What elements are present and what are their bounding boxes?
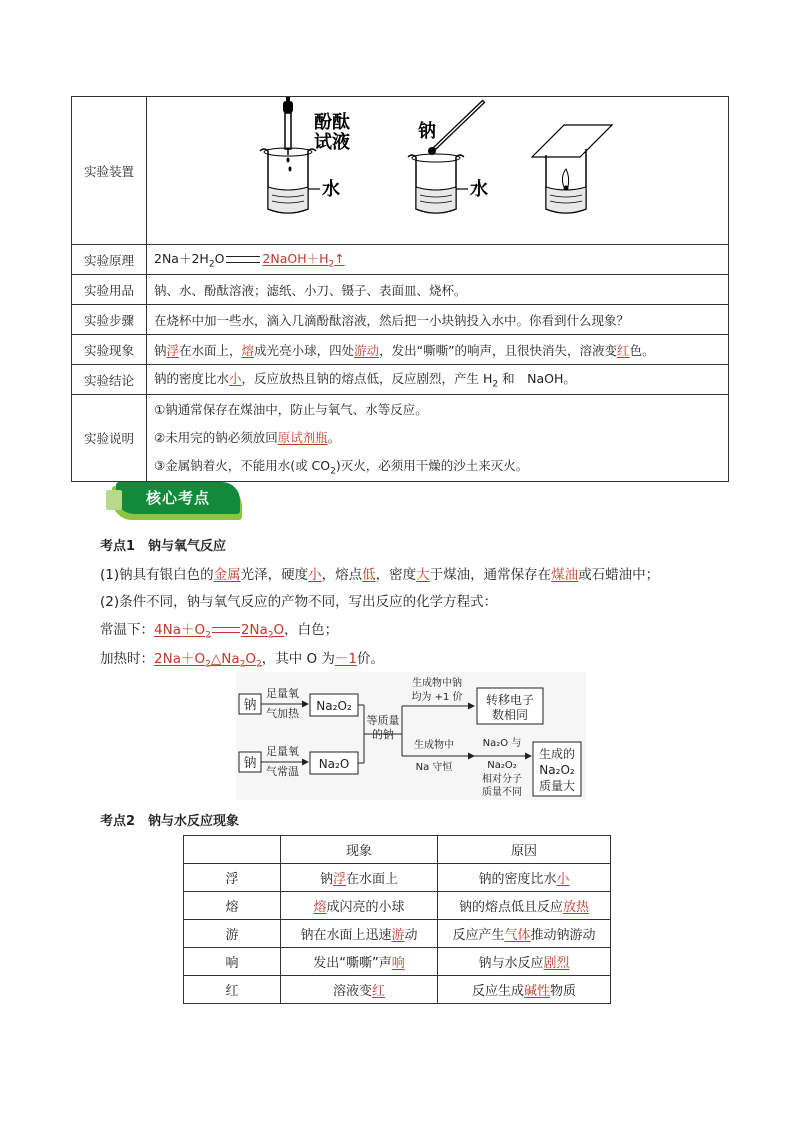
principle-cell: $2Na+2H_2O$ $2NaOH+H_2↑$ [147, 245, 729, 275]
point1-title: 考点1 钠与氧气反应 [100, 539, 227, 554]
flow-upper-res-1: 转移电子 [485, 693, 535, 707]
point1-line4: 加热时：$2Na+O_2\triangle Na_2O_2$，其中 O 为－1价。 [100, 651, 385, 670]
header-reason: 原因 [438, 836, 611, 864]
flow-upper-res-2: 数相同 [491, 708, 529, 722]
flow-prod-bottom: Na₂O [318, 757, 350, 771]
point1-line2: (2)条件不同，钠与氧气反应的产物不同，写出反应的化学方程式： [100, 594, 498, 610]
label-water-1: 水 [322, 179, 340, 200]
flow-compare-3: 相对分子 [482, 774, 522, 785]
table-row: 游 钠在水面上迅速游动 反应产生气体推动钠游动 [184, 920, 611, 948]
flow-lower-res-2: Na₂O₂ [539, 763, 575, 777]
flow-upper-1: 生成物中钠 [412, 678, 462, 689]
note-3: ③金属钠着火，不能用水(或 $CO_2$)灭火，必须用干燥的沙土来灭火。 [154, 458, 529, 477]
flow-bot-cond-2: 气常温 [266, 765, 299, 778]
core-heading-text: 核心考点 [145, 489, 210, 507]
table-row: 响 发出“嘶嘶”声响 钠与水反应剧烈 [184, 948, 611, 976]
flow-prod-top: Na₂O₂ [316, 699, 352, 713]
beaker-with-dropper [260, 97, 320, 213]
note-2: ②未用完的钠必须放回原试剂瓶。 [154, 430, 341, 445]
core-points-heading [106, 480, 242, 520]
label-steps: 实验步骤 [72, 305, 147, 335]
label-conclusion: 实验结论 [72, 365, 147, 395]
steps-cell: 在烧杯中加一些水，滴入几滴酚酞溶液，然后把一小块钠投入水中。你看到什么现象？ [147, 305, 729, 335]
flow-top-cond-2: 气加热 [266, 707, 299, 720]
flow-mid-1: 等质量 [366, 714, 400, 727]
equals-sign [226, 256, 260, 263]
flow-na-bottom: 钠 [243, 756, 257, 771]
conclusion-cell: 钠的密度比水小，反应放热且钠的熔点低，反应剧烈，产生 $H_2$ 和 NaOH。 [147, 365, 729, 395]
supplies-cell: 钠、水、酚酞溶液；滤纸、小刀、镊子、表面皿、烧杯。 [147, 275, 729, 305]
label-principle: 实验原理 [72, 245, 147, 275]
beaker-covered [532, 125, 612, 213]
apparatus-cell [147, 97, 729, 245]
label-apparatus: 实验装置 [72, 97, 147, 245]
flow-na-top: 钠 [243, 698, 257, 713]
flow-lower-2: Na 守恒 [415, 762, 453, 773]
flow-lower-1: 生成物中 [414, 740, 454, 751]
header-phenomenon: 现象 [281, 836, 438, 864]
flow-compare-2: Na₂O₂ [487, 760, 517, 771]
badge-bar [106, 490, 122, 510]
phenomenon-table [183, 835, 611, 1004]
flow-lower-res-3: 质量大 [538, 779, 576, 793]
flow-mid-2: 的钠 [372, 728, 394, 741]
label-sodium: 钠 [418, 121, 436, 142]
label-phenomena: 实验现象 [72, 335, 147, 365]
label-water-2: 水 [470, 179, 488, 200]
label-notes: 实验说明 [72, 395, 147, 482]
flow-upper-2: 均为 +1 价 [411, 692, 463, 703]
label-phenolphthalein-2: 试液 [314, 132, 350, 153]
flow-top-cond-1: 足量氧 [266, 687, 299, 700]
notes-cell [147, 395, 729, 482]
table-row: 红 溶液变红 反应生成碱性物质 [184, 976, 611, 1004]
label-phenolphthalein-1: 酚酞 [314, 112, 350, 133]
sodium-oxygen-flow-diagram [236, 672, 586, 800]
label-supplies: 实验用品 [72, 275, 147, 305]
flow-compare-1: Na₂O 与 [482, 738, 522, 749]
note-1: ①钠通常保存在煤油中，防止与氧气、水等反应。 [154, 402, 428, 417]
point2-title: 考点2 钠与水反应现象 [100, 814, 240, 829]
flow-lower-res-1: 生成的 [538, 747, 576, 761]
table-row: 熔 熔成闪亮的小球 钠的熔点低且反应放热 [184, 892, 611, 920]
phenomena-cell: 钠浮在水面上，熔成光亮小球，四处游动，发出“嘶嘶”的响声，且很快消失，溶液变红色。 [147, 335, 729, 365]
table-row: 浮 钠浮在水面上 钠的密度比水小 [184, 864, 611, 892]
header-blank [184, 836, 281, 864]
point1-line1: (1)钠具有银白色的金属光泽，硬度小，熔点低，密度大于煤油，通常保存在煤油或石蜡油中； [100, 567, 660, 583]
experiment-table [71, 96, 729, 482]
flow-compare-4: 质量不同 [482, 787, 522, 798]
flow-bot-cond-1: 足量氧 [266, 745, 299, 758]
point1-line3: 常温下：$4Na+O_2$ $2Na_2O$，白色； [100, 622, 339, 641]
table-header-row [184, 836, 611, 864]
apparatus-illustration [154, 97, 714, 241]
